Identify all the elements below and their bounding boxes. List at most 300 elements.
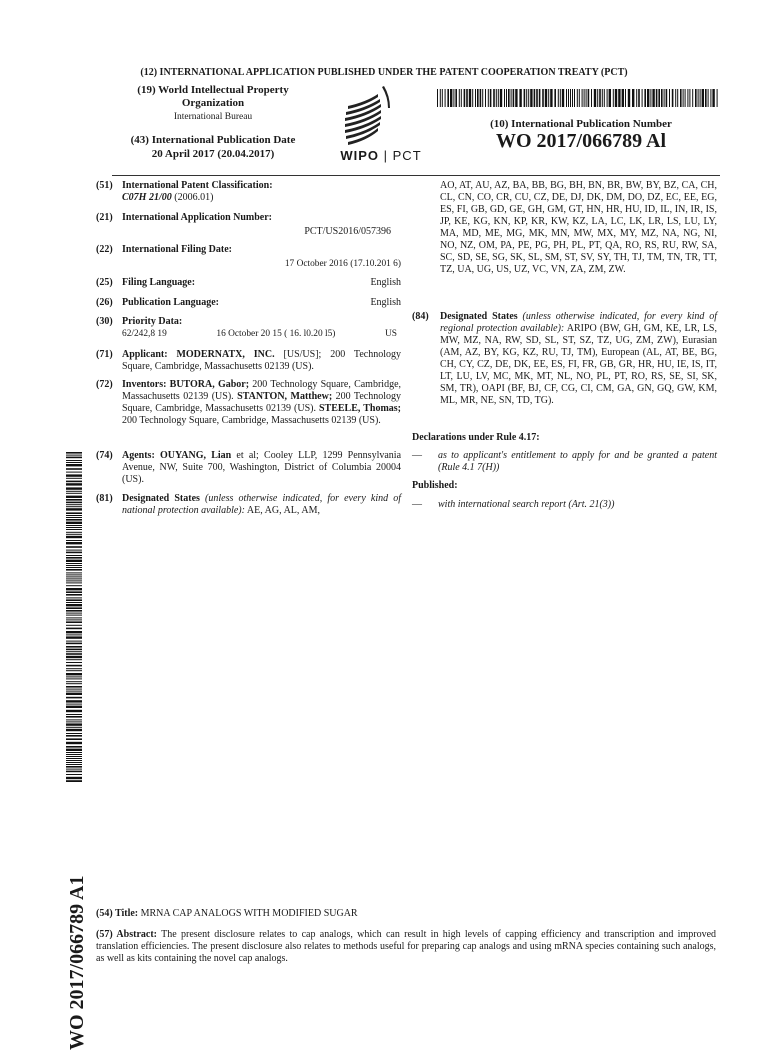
inventor-2-address: 200 Technology Square, Cambridge, Massachusetts 02139 (US). [122,391,401,414]
barcode-bar [66,604,82,606]
barcode-bar [445,89,446,107]
barcode-bar [66,512,82,514]
organization-name-line1: (19) World Intellectual Property [137,84,289,96]
barcode-bar [542,89,544,107]
barcode-bar [66,641,82,642]
barcode-bar [66,499,82,501]
barcode-bar [638,89,640,107]
ipc-year: (2006.01) [174,192,214,203]
barcode-bar [66,754,82,755]
regional-states-list: ARIPO (BW, GH, GM, KE, LR, LS, MW, MZ, NA, RW, SD, SL, ST, SZ, TZ, UG, ZM, ZW), Eurasian (AM, AZ, BY, KG, KZ, RU, TJ, TM), European (AL, AT, BE, BG, CH, CY, CZ, DE, DK, EE, ES, FI, FR, GB, GR, HR, HU, IE, IS, IT, LT, LU, LV, MC, MK, MT, NL, NO, PL, PT, RO, RS, SE, SI, SK, SM, TR), OAPI (BF, BJ, CF, CG, CI, CM, GA, GN, GQ, GW, KM, ML, MR, NE, SN, TD, TG). [440,323,717,406]
barcode-bar [644,89,646,107]
barcode-bar [710,89,711,107]
field-71-number: (71) [96,349,113,360]
barcode-bar [66,517,82,518]
barcode-bar [66,563,82,564]
barcode-bar [574,89,575,107]
published-dash: — [412,499,422,510]
barcode-bar [66,567,82,568]
barcode-bar [698,89,699,107]
declaration-text: as to applicant's entitlement to apply for and be granted a patent (Rule 4.1 7(H)) [438,450,717,473]
barcode-bar [66,515,82,516]
field-51-label: International Patent Classification: [122,180,273,191]
field-22-number: (22) [96,244,113,255]
field-26 [96,297,401,309]
barcode-bar [66,756,82,757]
declarations-heading: Declarations under Rule 4.17: [412,432,540,443]
barcode-bar [591,89,592,107]
field-81-qualifier: (unless otherwise indicated, for every kind of national protection available): [122,493,401,516]
barcode-bar [496,89,497,107]
barcode-bar [511,89,512,107]
barcode-bar [66,760,82,761]
barcode-bar [66,646,82,648]
barcode-bar [66,676,82,677]
barcode-bar [66,468,82,470]
declaration-item [412,450,717,474]
barcode-bar [550,89,552,107]
barcode-bar [66,474,82,476]
barcode-bar [66,540,82,541]
barcode-bar [519,89,521,107]
barcode-bar [536,89,538,107]
barcode-bar [66,668,82,669]
designated-states-national [440,180,717,276]
field-21-number: (21) [96,212,113,223]
barcode-bar [508,89,510,107]
inventor-2-name: STANTON, Matthew; [237,391,333,402]
barcode-bar [66,504,82,505]
barcode-bar [524,89,526,107]
barcode-bar [66,550,82,551]
barcode-bar [437,89,438,107]
barcode-bar [442,89,443,107]
barcode-bar [66,636,82,638]
barcode-bar [66,735,82,737]
barcode-bar [66,780,82,782]
top-barcode [437,89,719,107]
barcode-bar [66,519,82,521]
barcode-bar [534,89,536,107]
side-publication-number-text: WO 2017/066789 A1 [66,875,88,1050]
priority-date: 16 October 20 15 ( 16. l0.20 l5) [216,329,336,339]
barcode-bar [66,625,82,626]
barcode-bar [66,710,82,712]
barcode-bar [66,729,82,731]
barcode-bar [530,89,532,107]
barcode-bar [66,659,82,660]
barcode-bar [482,89,483,107]
barcode-bar [504,89,505,107]
barcode-bar [66,749,82,751]
field-51 [96,180,401,204]
field-22-label: International Filing Date: [122,244,232,255]
side-publication-number [66,790,86,1060]
barcode-bar [685,89,686,107]
barcode-bar [66,496,82,498]
abstract-label: (57) Abstract: [96,929,157,940]
barcode-bar [604,89,605,107]
barcode-bar [66,649,82,651]
priority-entry [122,328,401,340]
barcode-bar [66,557,82,559]
barcode-bar [584,89,585,107]
barcode-bar [661,89,663,107]
barcode-bar [66,697,82,699]
barcode-bar [498,89,499,107]
barcode-bar [66,777,82,779]
inventor-1-address: 200 Technology Square, Cambridge, Massachusetts 02139 (US). [122,379,402,402]
barcode-bar [500,89,502,107]
barcode-bar [515,89,517,107]
barcode-bar [66,631,82,633]
barcode-bar [66,578,82,579]
barcode-bar [450,89,452,107]
barcode-bar [66,560,82,562]
title-label: (54) Title: [96,908,139,919]
barcode-bar [66,746,82,748]
barcode-bar [464,89,466,107]
field-21 [96,212,401,238]
barcode-bar [66,585,82,586]
barcode-bar [66,683,82,684]
barcode-bar [712,89,714,107]
barcode-bar [613,89,614,107]
barcode-bar [708,89,709,107]
side-barcode [66,452,82,782]
field-71 [96,349,401,373]
abstract [96,929,716,965]
barcode-bar [666,89,668,107]
barcode-bar [66,714,82,715]
barcode-bar [66,464,82,466]
barcode-bar [570,89,571,107]
barcode-bar [66,472,82,473]
barcode-bar [66,532,82,533]
barcode-bar [658,89,660,107]
publication-date-block [108,133,318,161]
barcode-bar [692,89,693,107]
barcode-bar [66,742,82,744]
barcode-bar [625,89,626,107]
barcode-bar [632,89,634,107]
national-states-list: AO, AT, AU, AZ, BA, BB, BG, BH, BN, BR, BW, BY, BZ, CA, CH, CL, CN, CO, CR, CU, CZ, DE, DJ, DK, DM, DO, DZ, EC, EE, EG, ES, FI, GB, GD, GE, GH, GM, GT, HN, HR, HU, ID, IL, IN, IR, IS, JP, KE, KG, KN, KP, KR, KW, KZ, LA, LC, LK, LR, LS, LU, LY, MA, MD, ME, MG, MK, MN, MW, MX, MY, MZ, NA, NG, NI, NO, NZ, OM, PA, PE, PG, PH, PL, PT, QA, RO, RS, RU, RW, SA, SC, SD, SE, SG, SK, SL, SM, ST, SV, SY, TH, TJ, TM, TN, TR, TT, TZ, UA, UG, US, UZ, VC, VN, ZA, ZM, ZW. [440,180,717,275]
barcode-bar [642,89,643,107]
published-heading: Published: [412,480,458,491]
barcode-bar [66,536,82,538]
field-30-number: (30) [96,316,113,327]
barcode-bar [568,89,569,107]
barcode-bar [566,89,567,107]
field-25-number: (25) [96,277,113,288]
barcode-bar [66,691,82,692]
barcode-bar [652,89,654,107]
barcode-bar [689,89,690,107]
filing-date: 17 October 2016 (17.10.201 6) [284,259,401,269]
barcode-bar [475,89,476,107]
barcode-bar [554,89,556,107]
barcode-bar [66,689,82,690]
barcode-bar [607,89,608,107]
barcode-bar [66,522,82,524]
inventor-3-address: 200 Technology Square, Cambridge, Massachusetts 02139 (US). [122,415,381,426]
barcode-bar [636,89,637,107]
agent-address: et al; Cooley LLP, 1299 Pennsylvania Avenue, NW, Suite 700, Washington, District of Columbia 20004 (US). [122,450,402,485]
field-84-label: Designated States [440,311,518,322]
barcode-bar [66,670,82,671]
barcode-bar [66,764,82,765]
declaration-dash: — [412,450,422,461]
barcode-bar [677,89,678,107]
barcode-bar [66,527,82,528]
barcode-bar [66,771,82,773]
field-21-label: International Application Number: [122,212,273,223]
abstract-text: The present disclosure relates to cap analogs, which can result in high levels of capping efficiency and transcription and improved translation efficiencies. The present disclosure also relates to methods useful for preparing cap analogs and using mRNA species containing such analogs, as well as kits containing the novel cap analogs. [96,929,717,964]
barcode-bar [545,89,547,107]
agent-name: Agents: OUYANG, Lian [122,450,232,461]
publication-language: English [370,297,401,308]
wipo-wordmark: WIPO [340,148,380,163]
barcode-bar [469,89,471,107]
field-30 [96,316,401,340]
barcode-bar [490,89,492,107]
barcode-bar [687,89,688,107]
barcode-bar [683,89,684,107]
barcode-bar [66,656,82,658]
barcode-bar [586,89,587,107]
field-74-number: (74) [96,450,113,461]
barcode-bar [66,597,82,598]
published-item [412,499,717,511]
barcode-bar [66,529,82,530]
field-26-number: (26) [96,297,113,308]
field-84 [412,311,717,407]
barcode-bar [615,89,617,107]
barcode-bar [66,651,82,652]
barcode-bar [66,569,82,571]
field-51-number: (51) [96,180,113,191]
priority-country: US [385,329,397,339]
barcode-bar [609,89,611,107]
field-74 [96,450,401,486]
field-72 [96,379,401,427]
barcode-bar [66,478,82,479]
field-25 [96,277,401,289]
barcode-bar [618,89,620,107]
inventor-3-name: STEELE, Thomas; [318,403,402,414]
barcode-bar [66,700,82,702]
barcode-bar [702,89,704,107]
field-81-number: (81) [96,493,113,504]
barcode-bar [66,599,82,601]
barcode-bar [513,89,515,107]
barcode-bar [66,727,82,728]
barcode-bar [66,628,82,630]
barcode-bar [700,89,701,107]
barcode-bar [66,481,82,483]
barcode-bar [66,621,82,623]
barcode-bar [66,643,82,645]
barcode-bar [66,733,82,734]
barcode-bar [669,89,670,107]
title-text: MRNA CAP ANALOGS WITH MODIFIED SUGAR [140,908,358,919]
barcode-bar [66,455,82,456]
barcode-bar [66,769,82,770]
barcode-bar [66,572,82,573]
barcode-bar [66,619,82,620]
barcode-bar [558,89,559,107]
wipo-pct-wordmark [326,148,436,163]
barcode-bar [66,502,82,504]
field-81 [96,493,401,517]
barcode-bar [560,89,561,107]
barcode-bar [66,462,82,463]
barcode-bar [66,774,82,775]
barcode-bar [66,610,82,612]
barcode-bar [628,89,630,107]
barcode-bar [647,89,649,107]
barcode-bar [506,89,507,107]
barcode-bar [455,89,457,107]
application-number: PCT/US2016/057396 [304,226,391,237]
barcode-bar [577,89,578,107]
barcode-bar [66,721,82,722]
barcode-bar [66,752,82,753]
barcode-bar [526,89,527,107]
barcode-bar [66,723,82,725]
barcode-bar [66,552,82,554]
barcode-bar [493,89,495,107]
barcode-bar [582,89,583,107]
field-81-states-start: AE, AG, AL, AM, [246,505,320,516]
barcode-bar [477,89,479,107]
barcode-bar [622,89,624,107]
barcode-bar [66,653,82,655]
barcode-bar [66,525,82,526]
barcode-bar [672,89,674,107]
field-72-number: (72) [96,379,113,390]
document-header-title: (12) INTERNATIONAL APPLICATION PUBLISHED UNDER THE PATENT COOPERATION TREATY (PCT) [140,67,628,78]
barcode-bar [66,580,82,581]
barcode-bar [66,588,82,590]
organization-name [108,84,318,110]
barcode-bar [66,483,82,485]
barcode-bar [66,706,82,708]
field-22 [96,244,401,270]
barcode-bar [66,613,82,614]
barcode-bar [66,716,82,718]
barcode-bar [447,89,449,107]
barcode-bar [66,534,82,535]
publication-date-label: (43) International Publication Date [130,134,296,146]
header-divider [112,175,720,176]
barcode-bar [602,89,603,107]
barcode-bar [66,452,82,454]
barcode-bar [66,738,82,740]
barcode-bar [66,546,82,548]
barcode-bar [440,89,441,107]
barcode-bar [66,591,82,593]
barcode-bar [66,594,82,596]
barcode-bar [66,542,82,544]
inventor-1-name: Inventors: BUTORA, Gabor; [122,379,250,390]
barcode-bar [599,89,601,107]
barcode-bar [66,493,82,494]
field-30-label: Priority Data: [122,316,183,327]
published-text: with international search report (Art. 21(3)) [438,499,615,510]
barcode-bar [472,89,473,107]
field-81-label: Designated States [122,493,200,504]
barcode-bar [66,582,82,583]
publication-date: 20 April 2017 (20.04.2017) [151,148,275,160]
barcode-bar [66,615,82,616]
barcode-bar [66,617,82,618]
barcode-bar [66,487,82,489]
barcode-bar [66,602,82,603]
barcode-bar [485,89,486,107]
barcode-bar [650,89,651,107]
barcode-bar [459,89,460,107]
publication-number: WO 2017/066789 Al [495,130,666,152]
barcode-bar [66,457,82,459]
barcode-bar [66,762,82,763]
priority-application: 62/242,8 19 [122,329,167,339]
international-bureau: International Bureau [173,112,253,122]
applicant-address: [US/US]; 200 Technology Square, Cambridge, Massachusetts 02139 (US). [122,349,401,372]
barcode-bar [66,662,82,663]
barcode-bar [572,89,573,107]
barcode-bar [466,89,468,107]
barcode-bar [66,634,82,635]
barcode-bar [588,89,590,107]
barcode-bar [66,607,82,609]
barcode-bar [66,719,82,720]
barcode-bar [480,89,482,107]
barcode-bar [66,678,82,679]
barcode-bar [66,758,82,759]
barcode-bar [66,665,82,667]
barcode-bar [597,89,598,107]
barcode-bar [66,766,82,768]
publication-number-label: (10) International Publication Number [490,118,672,130]
ipc-code: C07H 21/00 [122,192,172,203]
barcode-bar [66,673,82,675]
pct-wordmark: | PCT [383,148,422,163]
barcode-bar [461,89,462,107]
organization-name-line2: Organization [181,97,245,109]
field-26-label: Publication Language: [122,297,219,308]
barcode-bar [66,506,82,507]
barcode-bar [675,89,676,107]
barcode-bar [562,89,564,107]
barcode-bar [705,89,707,107]
barcode-bar [66,565,82,566]
barcode-bar [488,89,489,107]
barcode-bar [66,574,82,575]
barcode-bar [66,686,82,688]
barcode-bar [66,555,82,556]
applicant-name: Applicant: MODERNATX, INC. [122,349,275,360]
barcode-bar [594,89,596,107]
barcode-bar [664,89,665,107]
barcode-bar [717,89,718,107]
barcode-bar [66,460,82,461]
barcode-bar [528,89,529,107]
barcode-bar [579,89,580,107]
field-25-label: Filing Language: [122,277,196,288]
barcode-bar [695,89,697,107]
field-84-qualifier: (unless otherwise indicated, for every kind of regional protection available): [440,311,717,334]
